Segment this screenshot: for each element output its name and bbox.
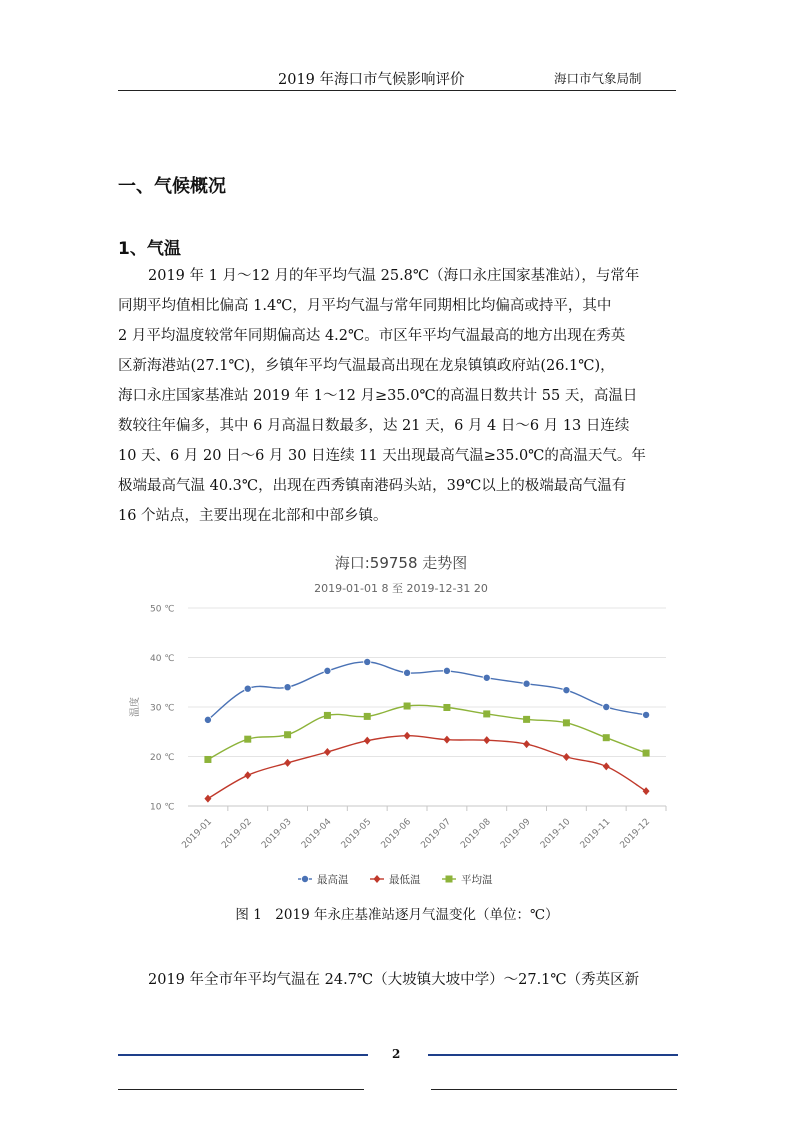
- data-point-series-1: [523, 680, 530, 687]
- data-point-series-1: [244, 685, 251, 692]
- page-number: 2: [392, 1047, 401, 1061]
- section-heading: 一、气候概况: [118, 176, 226, 197]
- legend-marker: [301, 875, 308, 882]
- figure-caption: 图 1 2019 年永庄基准站逐月气温变化（单位：℃）: [235, 907, 559, 923]
- data-point-series-1: [642, 711, 649, 718]
- header-org: 海口市气象局制: [554, 71, 642, 86]
- paragraph-line: 同期平均值相比偏高 1.4℃，月平均气温与常年同期相比均偏高或持平，其中: [118, 298, 612, 314]
- subsection-heading: 1、气温: [118, 239, 181, 259]
- data-point-series-3: [603, 734, 610, 741]
- data-point-series-2: [284, 759, 291, 767]
- chart-title: 海口:59758 走势图: [334, 554, 468, 572]
- data-point-series-2: [324, 748, 331, 756]
- data-point-series-1: [443, 667, 450, 674]
- data-point-series-1: [324, 667, 331, 674]
- legend-marker: [446, 876, 453, 883]
- legend-label: 平均温: [461, 874, 493, 886]
- data-point-series-3: [284, 731, 291, 738]
- data-point-series-3: [523, 716, 530, 723]
- page-header: [118, 66, 676, 90]
- series-line-2: [208, 736, 646, 799]
- y-axis-label: 温度: [130, 697, 141, 717]
- data-point-series-3: [364, 713, 371, 720]
- data-point-series-3: [324, 712, 331, 719]
- data-point-series-2: [443, 736, 450, 744]
- data-point-series-3: [483, 710, 490, 717]
- paragraph-line: 2019 年全市年平均气温在 24.7℃（大坡镇大坡中学）～27.1℃（秀英区新: [148, 972, 640, 988]
- paragraph-line: 16 个站点，主要出现在北部和中部乡镇。: [118, 508, 388, 524]
- data-point-series-3: [244, 736, 251, 743]
- header-title: 2019 年海口市气候影响评价: [278, 72, 465, 88]
- paragraph-line: 区新海港站(27.1℃)，乡镇年平均气温最高出现在龙泉镇镇政府站(26.1℃)，: [118, 358, 615, 374]
- x-tick-label: 2019-08: [459, 817, 493, 851]
- header-rule: [118, 90, 676, 91]
- data-point-series-2: [603, 762, 610, 770]
- chart-svg: [118, 546, 684, 896]
- data-point-series-1: [563, 687, 570, 694]
- data-point-series-2: [523, 740, 530, 748]
- series-line-3: [208, 705, 646, 759]
- y-tick-label: 30 ℃: [150, 703, 175, 714]
- y-tick-label: 50 ℃: [150, 604, 175, 615]
- footer-rule-left-top: [118, 1054, 368, 1056]
- x-tick-label: 2019-11: [578, 817, 613, 851]
- x-tick-label: 2019-12: [618, 817, 653, 851]
- data-point-series-3: [204, 756, 211, 763]
- data-point-series-3: [643, 750, 650, 757]
- data-point-series-2: [563, 753, 570, 761]
- data-point-series-3: [443, 704, 450, 711]
- data-point-series-2: [364, 737, 371, 745]
- footer-rule-right-bottom: [431, 1089, 677, 1090]
- x-tick-label: 2019-05: [339, 817, 374, 851]
- data-point-series-3: [404, 703, 411, 710]
- paragraph-line: 极端最高气温 40.3℃，出现在西秀镇南港码头站，39℃以上的极端最高气温有: [118, 478, 627, 494]
- legend-marker: [374, 875, 381, 883]
- data-point-series-2: [483, 736, 490, 744]
- x-tick-label: 2019-02: [220, 817, 254, 851]
- legend-label: 最低温: [389, 874, 421, 886]
- paragraph-temperature: [118, 261, 684, 531]
- paragraph-line: 海口永庄国家基准站 2019 年 1～12 月≥35.0℃的高温日数共计 55 天，高温日: [118, 388, 638, 404]
- x-tick-label: 2019-04: [299, 817, 334, 851]
- x-tick-label: 2019-06: [379, 817, 414, 851]
- x-tick-label: 2019-10: [538, 817, 573, 851]
- paragraph-line: 2 月平均温度较常年同期偏高达 4.2℃。市区年平均气温最高的地方出现在秀英: [118, 328, 626, 344]
- paragraph-line: 数较往年偏多，其中 6 月高温日数最多，达 21 天，6 月 4 日～6 月 13 日连续: [118, 418, 630, 434]
- x-tick-label: 2019-07: [419, 817, 454, 851]
- y-tick-label: 20 ℃: [150, 753, 175, 763]
- x-tick-label: 2019-01: [180, 817, 215, 851]
- y-tick-label: 10 ℃: [150, 802, 175, 813]
- footer-rule-left-bottom: [118, 1089, 364, 1090]
- legend-label: 最高温: [317, 874, 349, 886]
- chart-subtitle: 2019-01-01 8 至 2019-12-31 20: [314, 582, 488, 595]
- x-tick-label: 2019-09: [499, 817, 533, 851]
- data-point-series-2: [643, 787, 650, 795]
- footer-rule-right-top: [428, 1054, 678, 1056]
- data-point-series-1: [204, 716, 211, 723]
- data-point-series-1: [284, 684, 291, 691]
- data-point-series-2: [244, 771, 251, 779]
- data-point-series-2: [404, 732, 411, 740]
- y-tick-label: 40 ℃: [150, 654, 175, 664]
- data-point-series-3: [563, 719, 570, 726]
- paragraph-line: 2019 年 1 月～12 月的年平均气温 25.8℃（海口永庄国家基准站），与常年: [148, 268, 640, 284]
- temperature-chart: [118, 546, 684, 896]
- data-point-series-1: [364, 658, 371, 665]
- x-tick-label: 2019-03: [260, 817, 294, 851]
- series-line-1: [208, 662, 646, 720]
- data-point-series-1: [403, 669, 410, 676]
- data-point-series-1: [483, 674, 490, 681]
- paragraph-range: [118, 965, 684, 995]
- data-point-series-2: [204, 795, 211, 803]
- data-point-series-1: [603, 703, 610, 710]
- paragraph-line: 10 天、6 月 20 日～6 月 30 日连续 11 天出现最高气温≥35.0℃的高温天气。年: [118, 448, 646, 464]
